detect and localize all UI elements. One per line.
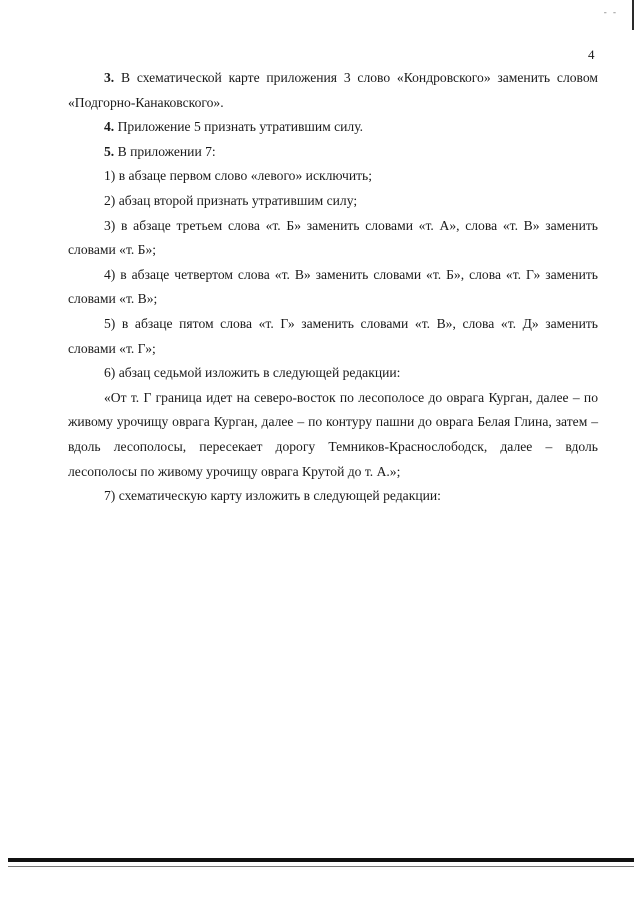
page-number: 4 bbox=[588, 47, 595, 62]
document-body bbox=[68, 66, 598, 509]
scan-noise: - - bbox=[603, 7, 618, 17]
paragraph-text: 3) в абзаце третьем слова «т. Б» заменить словами «т. А», слова «т. В» заменить словами «т. Б»; bbox=[68, 217, 598, 258]
paragraph-item-4 bbox=[68, 115, 598, 140]
bottom-rule-thin bbox=[8, 866, 634, 867]
quoted-paragraph bbox=[68, 386, 598, 484]
paragraph-text: 2) абзац второй признать утратившим силу; bbox=[104, 192, 358, 208]
bottom-rule bbox=[8, 858, 634, 862]
paragraph-text: 6) абзац седьмой изложить в следующей редакции: bbox=[104, 365, 401, 381]
subitem-1 bbox=[68, 164, 598, 189]
subitem-6 bbox=[68, 361, 598, 386]
item-number: 3. bbox=[104, 70, 115, 85]
paragraph-text: «От т. Г граница идет на северо-восток по лесополосе до оврага Курган, далее – по живому урочищу оврага Курган, далее – по контуру пашни до оврага Белая Глина, затем – вдоль лесополосы, пересекает дорогу Темников-Краснослободск, далее – вдоль лесополосы по живому урочищу оврага Крутой до т. А.»; bbox=[68, 389, 598, 479]
item-number: 5. bbox=[104, 143, 115, 159]
paragraph-text: В приложении 7: bbox=[114, 143, 216, 159]
paragraph-text: В схематической карте приложения 3 слово «Кондровского» заменить словом «Подгорно-Канаковского». bbox=[68, 70, 598, 110]
subitem-3 bbox=[68, 214, 598, 263]
subitem-5 bbox=[68, 312, 598, 361]
item-number: 4. bbox=[104, 119, 115, 135]
paragraph-text: 7) схематическую карту изложить в следующей редакции: bbox=[104, 488, 441, 504]
paragraph-text: 4) в абзаце четвертом слова «т. В» заменить словами «т. Б», слова «т. Г» заменить словами «т. В»; bbox=[68, 266, 598, 307]
paragraph-item-5 bbox=[68, 140, 598, 165]
scan-edge-mark bbox=[632, 0, 634, 30]
paragraph-text: 1) в абзаце первом слово «левого» исключить; bbox=[104, 168, 373, 184]
subitem-7 bbox=[68, 484, 598, 509]
subitem-2 bbox=[68, 189, 598, 214]
paragraph-text: 5) в абзаце пятом слова «т. Г» заменить словами «т. В», слова «т. Д» заменить словами «т. Г»; bbox=[68, 315, 598, 356]
paragraph-item-3 bbox=[68, 66, 598, 115]
paragraph-text: Приложение 5 признать утратившим силу. bbox=[114, 119, 364, 135]
subitem-4 bbox=[68, 263, 598, 312]
